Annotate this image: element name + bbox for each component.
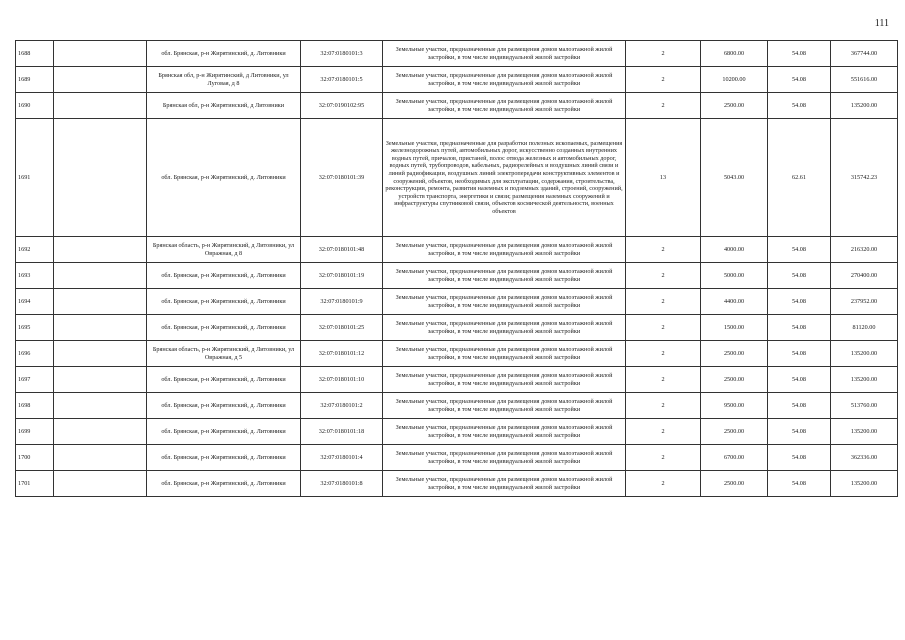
row-address: Брянская область, р-н Жирятинский, д Литовники, ул Овражная, д 5	[147, 341, 301, 367]
table-row	[16, 315, 898, 341]
row-address: Брянская обл, р-н Жирятинский, д Литовники, ул Луговая, д 8	[147, 67, 301, 93]
row-address: обл. Брянская, р-н Жирятинский, д. Литовники	[147, 289, 301, 315]
row-number: 1694	[16, 289, 54, 315]
row-use-code: 2	[626, 41, 701, 67]
row-spacer	[54, 419, 147, 445]
row-address: обл. Брянская, р-н Жирятинский, д. Литовники	[147, 445, 301, 471]
row-land-use: Земельные участки, предназначенные для размещения домов малоэтажной жилой застройки, в том числе индивидуальной жилой застройки	[383, 67, 626, 93]
row-specific-value: 54.08	[768, 419, 831, 445]
row-area: 2500.00	[701, 419, 768, 445]
row-cadastral-number: 32:07:0180101:39	[301, 119, 383, 237]
row-cadastral-number: 32:07:0180101:2	[301, 393, 383, 419]
row-specific-value: 54.08	[768, 393, 831, 419]
row-number: 1689	[16, 67, 54, 93]
table-row	[16, 419, 898, 445]
row-specific-value: 54.08	[768, 341, 831, 367]
row-specific-value: 54.08	[768, 445, 831, 471]
row-cadastral-value: 513760.00	[831, 393, 898, 419]
row-address: обл. Брянская, р-н Жирятинский, д. Литовники	[147, 393, 301, 419]
row-use-code: 2	[626, 341, 701, 367]
row-address: обл. Брянская, р-н Жирятинский, д. Литовники	[147, 263, 301, 289]
row-specific-value: 54.08	[768, 315, 831, 341]
row-land-use: Земельные участки, предназначенные для размещения домов малоэтажной жилой застройки, в том числе индивидуальной жилой застройки	[383, 419, 626, 445]
row-spacer	[54, 237, 147, 263]
row-number: 1692	[16, 237, 54, 263]
row-number: 1690	[16, 93, 54, 119]
row-address: Брянская обл, р-н Жирятинский, д Литовники	[147, 93, 301, 119]
row-cadastral-number: 32:07:0180101:8	[301, 471, 383, 497]
row-land-use: Земельные участки, предназначенные для размещения домов малоэтажной жилой застройки, в том числе индивидуальной жилой застройки	[383, 263, 626, 289]
row-cadastral-number: 32:07:0180101:19	[301, 263, 383, 289]
row-use-code: 2	[626, 367, 701, 393]
row-land-use: Земельные участки, предназначенные для разработки полезных ископаемых, размещения железнодорожных путей, автомобильных дорог, искусственно созданных внутренних водных путей, причалов, пристаней, полос отвода железных и автомобильных дорог, водных путей, трубопроводов, кабельных, радиорелейных и воздушных линий связи и линий радиофикации, воздушных линий электропередачи конструктивных элементов и сооружений, объектов, необходимых для эксплуатации, содержания, строительства, реконструкции, ремонта, развития наземных и подземных зданий, строений, сооружений, устройств транспорта, энергетики и связи; размещения наземных сооружений и инфраструктуры спутниковой связи, объектов космической деятельности, военных объектов	[383, 119, 626, 237]
row-number: 1698	[16, 393, 54, 419]
table-row	[16, 41, 898, 67]
row-specific-value: 62.61	[768, 119, 831, 237]
row-specific-value: 54.08	[768, 93, 831, 119]
row-area: 9500.00	[701, 393, 768, 419]
row-number: 1695	[16, 315, 54, 341]
row-spacer	[54, 315, 147, 341]
row-cadastral-number: 32:07:0180101:10	[301, 367, 383, 393]
row-land-use: Земельные участки, предназначенные для размещения домов малоэтажной жилой застройки, в том числе индивидуальной жилой застройки	[383, 289, 626, 315]
row-number: 1691	[16, 119, 54, 237]
row-land-use: Земельные участки, предназначенные для размещения домов малоэтажной жилой застройки, в том числе индивидуальной жилой застройки	[383, 315, 626, 341]
row-cadastral-number: 32:07:0180101:12	[301, 341, 383, 367]
row-area: 4000.00	[701, 237, 768, 263]
table-row	[16, 263, 898, 289]
row-cadastral-value: 270400.00	[831, 263, 898, 289]
row-number: 1700	[16, 445, 54, 471]
row-use-code: 2	[626, 419, 701, 445]
row-cadastral-value: 216320.00	[831, 237, 898, 263]
row-area: 10200.00	[701, 67, 768, 93]
row-use-code: 2	[626, 315, 701, 341]
row-specific-value: 54.08	[768, 263, 831, 289]
row-land-use: Земельные участки, предназначенные для размещения домов малоэтажной жилой застройки, в том числе индивидуальной жилой застройки	[383, 393, 626, 419]
row-address: Брянская область, р-н Жирятинский, д Литовники, ул Овражная, д 8	[147, 237, 301, 263]
row-cadastral-value: 81120.00	[831, 315, 898, 341]
row-cadastral-value: 551616.00	[831, 67, 898, 93]
table-row	[16, 445, 898, 471]
row-cadastral-number: 32:07:0180101:5	[301, 67, 383, 93]
table-row	[16, 67, 898, 93]
row-spacer	[54, 393, 147, 419]
row-spacer	[54, 341, 147, 367]
table-row	[16, 93, 898, 119]
row-address: обл. Брянская, р-н Жирятинский, д. Литовники	[147, 119, 301, 237]
row-spacer	[54, 471, 147, 497]
table-row	[16, 367, 898, 393]
row-specific-value: 54.08	[768, 471, 831, 497]
row-area: 5000.00	[701, 263, 768, 289]
cadastral-value-table	[15, 40, 898, 497]
row-spacer	[54, 289, 147, 315]
row-cadastral-value: 135200.00	[831, 471, 898, 497]
row-cadastral-value: 135200.00	[831, 419, 898, 445]
row-spacer	[54, 119, 147, 237]
row-land-use: Земельные участки, предназначенные для размещения домов малоэтажной жилой застройки, в том числе индивидуальной жилой застройки	[383, 445, 626, 471]
row-address: обл. Брянская, р-н Жирятинский, д. Литовники	[147, 471, 301, 497]
row-use-code: 2	[626, 471, 701, 497]
row-cadastral-value: 367744.00	[831, 41, 898, 67]
row-cadastral-number: 32:07:0180101:48	[301, 237, 383, 263]
table-row	[16, 471, 898, 497]
row-address: обл. Брянская, р-н Жирятинский, д. Литовники	[147, 367, 301, 393]
row-cadastral-number: 32:07:0180101:18	[301, 419, 383, 445]
row-cadastral-value: 362336.00	[831, 445, 898, 471]
row-address: обл. Брянская, р-н Жирятинский, д. Литовники	[147, 41, 301, 67]
row-spacer	[54, 263, 147, 289]
table-row	[16, 237, 898, 263]
row-land-use: Земельные участки, предназначенные для размещения домов малоэтажной жилой застройки, в том числе индивидуальной жилой застройки	[383, 341, 626, 367]
row-spacer	[54, 67, 147, 93]
page-number: 111	[874, 18, 889, 29]
row-number: 1701	[16, 471, 54, 497]
row-spacer	[54, 41, 147, 67]
row-cadastral-number: 32:07:0180101:25	[301, 315, 383, 341]
row-cadastral-value: 135200.00	[831, 93, 898, 119]
row-area: 5043.00	[701, 119, 768, 237]
row-cadastral-number: 32:07:0180101:4	[301, 445, 383, 471]
row-specific-value: 54.08	[768, 367, 831, 393]
row-use-code: 2	[626, 289, 701, 315]
row-land-use: Земельные участки, предназначенные для размещения домов малоэтажной жилой застройки, в том числе индивидуальной жилой застройки	[383, 367, 626, 393]
row-number: 1696	[16, 341, 54, 367]
table-row	[16, 289, 898, 315]
table-row	[16, 393, 898, 419]
row-use-code: 2	[626, 393, 701, 419]
row-land-use: Земельные участки, предназначенные для размещения домов малоэтажной жилой застройки, в том числе индивидуальной жилой застройки	[383, 237, 626, 263]
row-cadastral-value: 237952.00	[831, 289, 898, 315]
row-use-code: 13	[626, 119, 701, 237]
row-number: 1688	[16, 41, 54, 67]
row-use-code: 2	[626, 445, 701, 471]
row-cadastral-number: 32:07:0180101:9	[301, 289, 383, 315]
row-cadastral-value: 135200.00	[831, 341, 898, 367]
row-area: 2500.00	[701, 341, 768, 367]
table-row	[16, 119, 898, 237]
row-address: обл. Брянская, р-н Жирятинский, д. Литовники	[147, 419, 301, 445]
row-spacer	[54, 93, 147, 119]
row-area: 2500.00	[701, 367, 768, 393]
row-number: 1699	[16, 419, 54, 445]
table-body	[16, 41, 898, 497]
row-area: 4400.00	[701, 289, 768, 315]
row-cadastral-number: 32:07:0190102:95	[301, 93, 383, 119]
row-number: 1693	[16, 263, 54, 289]
row-number: 1697	[16, 367, 54, 393]
row-specific-value: 54.08	[768, 41, 831, 67]
row-land-use: Земельные участки, предназначенные для размещения домов малоэтажной жилой застройки, в том числе индивидуальной жилой застройки	[383, 93, 626, 119]
row-land-use: Земельные участки, предназначенные для размещения домов малоэтажной жилой застройки, в том числе индивидуальной жилой застройки	[383, 471, 626, 497]
row-use-code: 2	[626, 93, 701, 119]
row-land-use: Земельные участки, предназначенные для размещения домов малоэтажной жилой застройки, в том числе индивидуальной жилой застройки	[383, 41, 626, 67]
row-use-code: 2	[626, 237, 701, 263]
row-cadastral-number: 32:07:0180101:3	[301, 41, 383, 67]
row-area: 1500.00	[701, 315, 768, 341]
row-specific-value: 54.08	[768, 237, 831, 263]
row-use-code: 2	[626, 263, 701, 289]
table-row	[16, 341, 898, 367]
row-address: обл. Брянская, р-н Жирятинский, д. Литовники	[147, 315, 301, 341]
row-spacer	[54, 445, 147, 471]
row-spacer	[54, 367, 147, 393]
row-area: 2500.00	[701, 93, 768, 119]
row-area: 6800.00	[701, 41, 768, 67]
row-cadastral-value: 135200.00	[831, 367, 898, 393]
row-use-code: 2	[626, 67, 701, 93]
row-area: 6700.00	[701, 445, 768, 471]
row-specific-value: 54.08	[768, 289, 831, 315]
row-area: 2500.00	[701, 471, 768, 497]
row-cadastral-value: 315742.23	[831, 119, 898, 237]
row-specific-value: 54.08	[768, 67, 831, 93]
